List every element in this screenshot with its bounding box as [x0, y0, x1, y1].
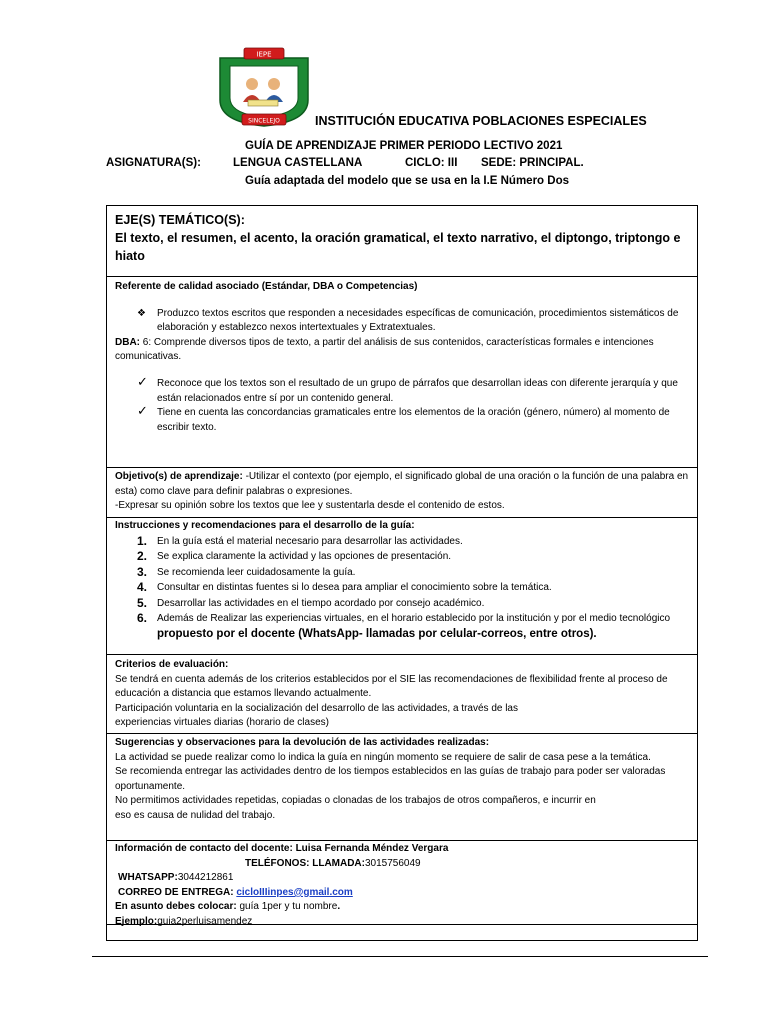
item-text: Se recomienda leer cuidadosamente la guía.: [157, 566, 356, 578]
sugerencias-title: Sugerencias y observaciones para la devolución de las actividades realizadas:: [115, 737, 490, 748]
guide-table: [106, 205, 698, 941]
sugerencias-p2: Se recomienda entregar las actividades dentro de los tiempos establecidos en las guías de trabajo para poder ser valoradas oportunamente.: [115, 766, 666, 792]
eje-title: EJE(S) TEMÁTICO(S):: [115, 213, 245, 227]
item-text-emphasis: propuesto por el docente (WhatsApp- llamadas por celular-correos, entre otros).: [157, 627, 597, 640]
check-text: Tiene en cuenta las concordancias gramaticales entre los elementos de la oración (género, número) al momento de escribir texto.: [157, 407, 670, 433]
institution-name: INSTITUCIÓN EDUCATIVA POBLACIONES ESPECIALES: [315, 114, 647, 128]
list-item: [115, 565, 691, 581]
logo-top-text: IEPE: [256, 50, 272, 59]
section-sugerencias: [115, 736, 691, 824]
list-item: [115, 611, 691, 642]
dba-text: 6: Comprende diversos tipos de texto, a partir del análisis de sus contenidos, características formales e intenciones comunicativas.: [115, 336, 654, 363]
list-item: [115, 534, 691, 550]
sugerencias-p3: No permitimos actividades repetidas, copiadas o clonadas de los trabajos de otros compañeros, e incurrir en eso es causa de nulidad del trabajo.: [115, 795, 596, 821]
item-number: 2.: [137, 549, 148, 564]
divider: [107, 654, 697, 655]
item-number: 4.: [137, 580, 148, 595]
list-item: [115, 307, 691, 336]
item-number: 1.: [137, 533, 148, 548]
guide-title: GUÍA DE APRENDIZAJE PRIMER PERIODO LECTIVO 2021: [245, 140, 563, 152]
check-text: Reconoce que los textos son el resultado de un grupo de párrafos que desarrollan ideas con diferente jerarquía y que están relacionados entre sí por un contenido general.: [157, 377, 678, 404]
adapted-note: Guía adaptada del modelo que se usa en la I.E Número Dos: [245, 175, 569, 187]
subject-value: guía 1per y tu nombre: [236, 901, 338, 913]
whatsapp-label: WHATSAPP:: [118, 872, 178, 884]
subject-value: LENGUA CASTELLANA: [233, 157, 363, 169]
section-eje: [115, 212, 691, 265]
section-objetivo: [115, 470, 691, 514]
cycle: CICLO: III: [405, 157, 458, 169]
dba-label: DBA:: [115, 336, 140, 348]
criterios-title: Criterios de evaluación:: [115, 659, 229, 670]
subject-dot: .: [337, 901, 341, 913]
objetivo-label: Objetivo(s) de aprendizaje:: [115, 471, 243, 482]
item-text: Consultar en distintas fuentes si lo desea para ampliar el conocimiento sobre la temática.: [157, 582, 552, 594]
item-text: En la guía está el material necesario para desarrollar las actividades.: [157, 535, 463, 547]
divider: [107, 733, 697, 734]
contact-teacher: Información de contacto del docente: Luisa Fernanda Méndez Vergara: [115, 843, 449, 854]
divider: [107, 840, 697, 841]
section-referente: [115, 280, 691, 435]
phone-label: TELÉFONOS: LLAMADA:: [245, 857, 365, 869]
list-item: [115, 549, 691, 565]
divider: [107, 924, 697, 925]
dba-paragraph: [115, 336, 691, 365]
subject-label: ASIGNATURA(S):: [106, 157, 201, 169]
subject-label: En asunto debes colocar:: [115, 901, 237, 913]
referente-bullet-text: Produzco textos escritos que responden a necesidades específicas de comunicación, procedimientos sistemáticos de elaboración y establezco nexos intertextuales y Extratextuales.: [157, 307, 679, 334]
section-instrucciones: [115, 519, 691, 642]
footer-line: [92, 956, 708, 957]
divider: [107, 467, 697, 468]
example-value: guia2perluisamendez: [157, 915, 253, 927]
objetivo-line2: -Expresar su opinión sobre los textos que lee y sustentarla desde el contenido de estos.: [115, 500, 505, 512]
sugerencias-p1: La actividad se puede realizar como lo indica la guía en ningún momento se requiere de salir de casa pese a la temática.: [115, 751, 651, 763]
list-item: [115, 403, 691, 435]
logo-bottom-text: SINCELEJO: [248, 117, 280, 125]
item-text: Además de Realizar las experiencias virtuales, en el horario establecido por la institución y por el medio tecnológico: [157, 613, 671, 625]
list-item: [115, 596, 691, 612]
criterios-p2: Participación voluntaria en la socialización del desarrollo de las actividades, a través de las experiencias virtuales diarias (horario de clases): [115, 702, 518, 729]
item-text: Desarrollar las actividades en el tiempo acordado por consejo académico.: [157, 597, 485, 609]
email-label: CORREO DE ENTREGA:: [118, 886, 237, 898]
diamond-bullet-icon: ❖: [137, 307, 146, 319]
item-number: 6.: [137, 611, 148, 626]
divider: [107, 276, 697, 277]
phone-value: 3015756049: [365, 857, 421, 869]
item-number: 5.: [137, 595, 148, 610]
referente-title: Referente de calidad asociado (Estándar, DBA o Competencias): [115, 281, 418, 292]
eje-body: El texto, el resumen, el acento, la oración gramatical, el texto narrativo, el diptongo, triptongo e hiato: [115, 231, 681, 263]
section-criterios: [115, 658, 691, 731]
instrucciones-title: Instrucciones y recomendaciones para el desarrollo de la guía:: [115, 520, 415, 531]
example-label: Ejemplo:: [115, 915, 158, 927]
criterios-p1: Se tendrá en cuenta además de los criterios establecidos por el SIE las recomendaciones de flexibilidad frente al proceso de educación a distancia que estamos llevando actualmente.: [115, 673, 668, 700]
item-number: 3.: [137, 564, 148, 579]
email-link[interactable]: cicloIIIinpes@gmail.com: [236, 886, 353, 898]
section-contacto: [115, 842, 691, 930]
list-item: [115, 580, 691, 596]
checkmark-icon: ✓: [137, 403, 148, 419]
school-logo: [212, 44, 316, 128]
school-shield-icon: [212, 44, 316, 128]
objetivo-line1: -Utilizar el contexto (por ejemplo, el significado global de una oración o la función de una palabra en esta) como clave para definir palabras o expresiones.: [115, 471, 689, 497]
divider: [107, 517, 697, 518]
campus: SEDE: PRINCIPAL.: [481, 157, 584, 169]
whatsapp-value: 3044212861: [177, 872, 234, 884]
checkmark-icon: ✓: [137, 373, 148, 389]
item-text: Se explica claramente la actividad y las opciones de presentación.: [157, 551, 452, 563]
list-item: [115, 373, 691, 406]
